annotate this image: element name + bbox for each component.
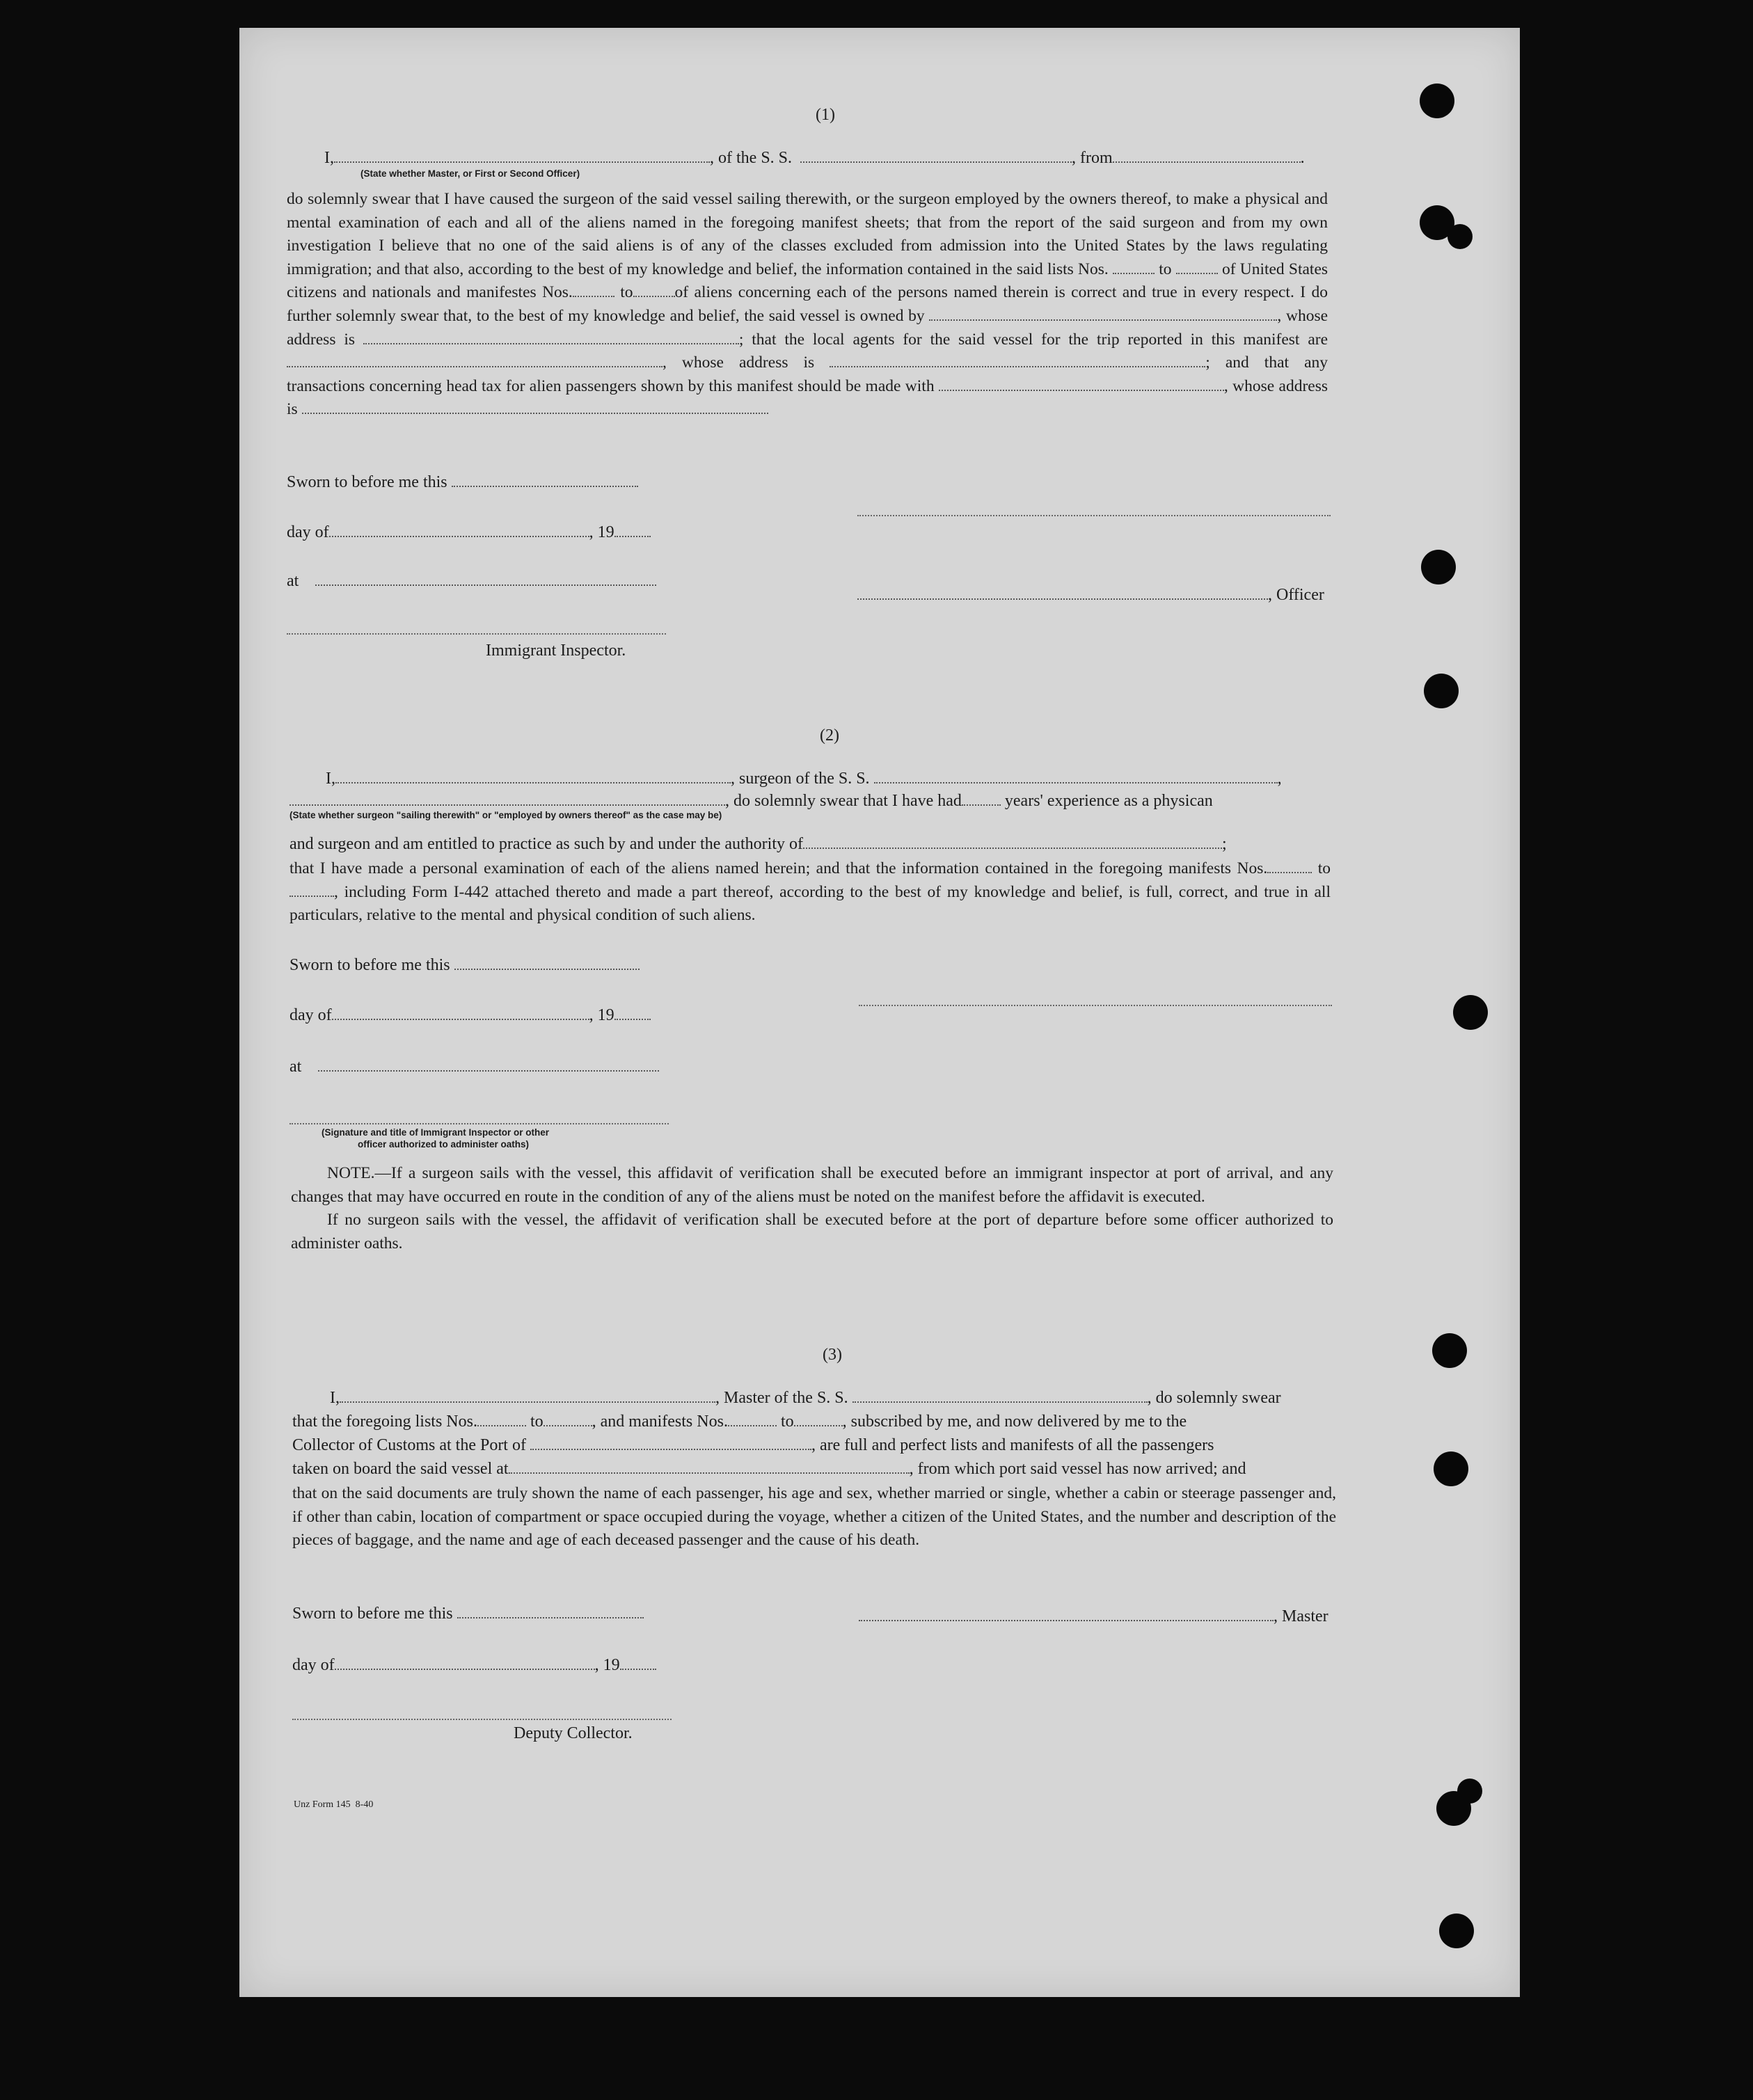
s1-lists-to-field[interactable] xyxy=(1176,259,1218,274)
punch-hole-2b xyxy=(1447,224,1473,249)
punch-hole-9 xyxy=(1439,1914,1474,1948)
s1-inspector-sign-line[interactable] xyxy=(287,633,666,635)
s1-officer-name-field[interactable] xyxy=(334,148,710,163)
s1-line1: I, , of the S. S. , from . xyxy=(324,149,1305,167)
s3-line1: I, , Master of the S. S. , do solemnly swear xyxy=(330,1389,1281,1407)
s1-agents-field[interactable] xyxy=(287,352,663,367)
s1-signature-line[interactable] xyxy=(857,515,1331,516)
s1-day-field[interactable] xyxy=(329,522,589,537)
s2-note xyxy=(291,1162,1333,1255)
s3-oath-paragraph: that on the said documents are truly shown the name of each passenger, his age and sex, whether married or single, whether a cabin or steerage passenger and, if other than cabin, location of compartment or space occupied during the voyage, whether a citizen of the United States, and the number and description of the pieces of baggage, and the name and age of each deceased passenger and the cause of his death. xyxy=(292,1484,1336,1550)
s1-at-field[interactable] xyxy=(315,571,656,586)
punch-hole-4 xyxy=(1424,674,1459,708)
s1-officer-line: , Officer xyxy=(857,584,1324,605)
s3-vessel-field[interactable] xyxy=(852,1387,1148,1403)
s1-at-line: at xyxy=(287,571,656,591)
s1-sworn-field[interactable] xyxy=(452,472,638,487)
s2-signature-caption-1: (Signature and title of Immigrant Inspector or other xyxy=(322,1127,550,1138)
s2-day-line: day of , 19 xyxy=(289,1005,651,1025)
s1-headtax-field[interactable] xyxy=(939,376,1224,391)
s2-authority-field[interactable] xyxy=(803,834,1222,849)
s3-line4: taken on board the said vessel at , from which port said vessel has now arrived; and xyxy=(292,1460,1246,1478)
s3-taken-at-field[interactable] xyxy=(509,1458,910,1474)
punch-hole-7 xyxy=(1434,1451,1468,1486)
s2-signature-line[interactable] xyxy=(859,1005,1332,1006)
s2-at-line: at xyxy=(289,1056,659,1076)
s3-line2: that the foregoing lists Nos. to , and manifests Nos. to , subscribed by me, and now delivered by me to the xyxy=(292,1413,1187,1431)
s2-line3: and surgeon and am entitled to practice as such by and under the authority of ; xyxy=(289,835,1227,853)
section-1-number: (1) xyxy=(816,106,835,124)
s2-vessel-field[interactable] xyxy=(874,768,1278,783)
s2-surgeon-name-field[interactable] xyxy=(335,768,731,783)
s3-lists-to-field[interactable] xyxy=(544,1411,592,1426)
s1-officer-sign-field[interactable] xyxy=(857,584,1268,600)
s2-sworn-line: Sworn to before me this xyxy=(289,955,640,975)
s3-sworn-field[interactable] xyxy=(457,1603,644,1618)
s2-line2: , do solemnly swear that I have had years' experience as a physican xyxy=(289,790,1213,811)
s2-at-field[interactable] xyxy=(318,1056,659,1072)
s1-manifests-from-field[interactable] xyxy=(573,282,614,297)
s3-port-field[interactable] xyxy=(530,1435,811,1450)
punch-hole-5 xyxy=(1453,995,1488,1030)
s3-sworn-line: Sworn to before me this xyxy=(292,1603,644,1623)
s2-surgeon-caption: (State whether surgeon "sailing therewith" or "employed by owners thereof" as the case may be) xyxy=(289,810,722,820)
s3-master-name-field[interactable] xyxy=(340,1387,715,1403)
s1-headtax-address-field[interactable] xyxy=(302,399,768,414)
s2-year-field[interactable] xyxy=(614,1005,651,1020)
s2-signature-caption-2: officer authorized to administer oaths) xyxy=(358,1139,530,1150)
s3-lists-from-field[interactable] xyxy=(477,1411,526,1426)
s1-manifests-to-field[interactable] xyxy=(633,282,675,297)
s2-manifests-to-field[interactable] xyxy=(289,882,334,897)
section-3-number: (3) xyxy=(823,1346,842,1364)
s1-inspector-label: Immigrant Inspector. xyxy=(486,642,626,660)
s2-inspector-sign-line[interactable] xyxy=(289,1123,669,1124)
s1-year-field[interactable] xyxy=(614,522,651,537)
s1-owner-field[interactable] xyxy=(929,305,1277,321)
s2-oath-paragraph: that I have made a personal examination of each of the aliens named herein; and that the information contained in the foregoing manifests Nos. to, including Form I-442 attached thereto and made a part thereof, according to the best of my knowledge and belief, is full, correct, and true in all particulars, relative to the mental and physical condition of such aliens. xyxy=(289,859,1331,925)
s2-note-paragraph-1: NOTE.—If a surgeon sails with the vessel, this affidavit of verification shall be executed before an immigrant inspector at port of arrival, and any changes that may have occurred en route in the condition of any of the aliens must be noted on the manifest before the affidavit is executed. xyxy=(291,1164,1333,1206)
punch-hole-6 xyxy=(1432,1333,1467,1368)
s2-manifests-from-field[interactable] xyxy=(1267,858,1312,873)
s1-officer-caption: (State whether Master, or First or Second Officer) xyxy=(360,168,580,179)
s2-line1: I, , surgeon of the S. S. , xyxy=(326,770,1282,788)
s1-vessel-field[interactable] xyxy=(800,148,1072,163)
s3-master-line: , Master xyxy=(859,1606,1328,1626)
s2-years-field[interactable] xyxy=(962,790,1001,806)
s3-day-field[interactable] xyxy=(335,1655,595,1670)
s3-collector-sign-line[interactable] xyxy=(292,1719,672,1720)
s2-note-paragraph-2: If no surgeon sails with the vessel, the affidavit of verification shall be executed before at the port of departure before some officer authorized to administer oaths. xyxy=(291,1211,1333,1252)
s1-owner-address-field[interactable] xyxy=(363,329,739,344)
section-2-number: (2) xyxy=(820,726,839,745)
s1-sworn-line: Sworn to before me this xyxy=(287,472,638,492)
s3-year-field[interactable] xyxy=(620,1655,656,1670)
punch-hole-3 xyxy=(1421,550,1456,584)
punch-hole-1 xyxy=(1420,83,1454,118)
s3-manifests-from-field[interactable] xyxy=(728,1411,777,1426)
s2-sworn-field[interactable] xyxy=(454,955,640,970)
s1-from-field[interactable] xyxy=(1113,148,1301,163)
s2-day-field[interactable] xyxy=(332,1005,589,1020)
s3-collector-label: Deputy Collector. xyxy=(514,1724,633,1742)
s1-day-line: day of , 19 xyxy=(287,522,651,542)
punch-hole-8b xyxy=(1457,1779,1482,1804)
s1-oath-paragraph: do solemnly swear that I have caused the surgeon of the said vessel sailing therewith, or the surgeon employed by the owners thereof, to make a physical and mental examination of each and all of the aliens named in the foregoing manifest sheets; that from the report of the said surgeon and from my own investigation I believe that no one of the said aliens is of any of the classes excluded from admission into the United States by the laws regulating immigration; and that also, according to the best of my knowledge and belief, the information contained in the said lists Nos. to of United States citizens and nationals and manifestes Nos. to of aliens concerning each of the persons named therein is correct and true in every respect. I do further solemnly swear that, to the best of my knowledge and belief, the said vessel is owned by , whose address is ; that the local agents for the said vessel for the trip reported in this manifest are , whose address is ; and that any transactions concerning head tax for alien passengers shown by this manifest should be made with , whose address is xyxy=(287,190,1328,419)
form-sheet xyxy=(239,28,1520,1997)
s3-line3: Collector of Customs at the Port of , are full and perfect lists and manifests of all the passengers xyxy=(292,1436,1214,1454)
s3-day-line: day of , 19 xyxy=(292,1655,656,1675)
s3-manifests-to-field[interactable] xyxy=(794,1411,843,1426)
s1-agents-address-field[interactable] xyxy=(830,352,1205,367)
s1-lists-from-field[interactable] xyxy=(1113,259,1155,274)
form-number: Unz Form 145 8-40 xyxy=(294,1799,374,1810)
s3-master-sign-field[interactable] xyxy=(859,1606,1274,1621)
s2-surgeon-status-field[interactable] xyxy=(289,790,725,806)
